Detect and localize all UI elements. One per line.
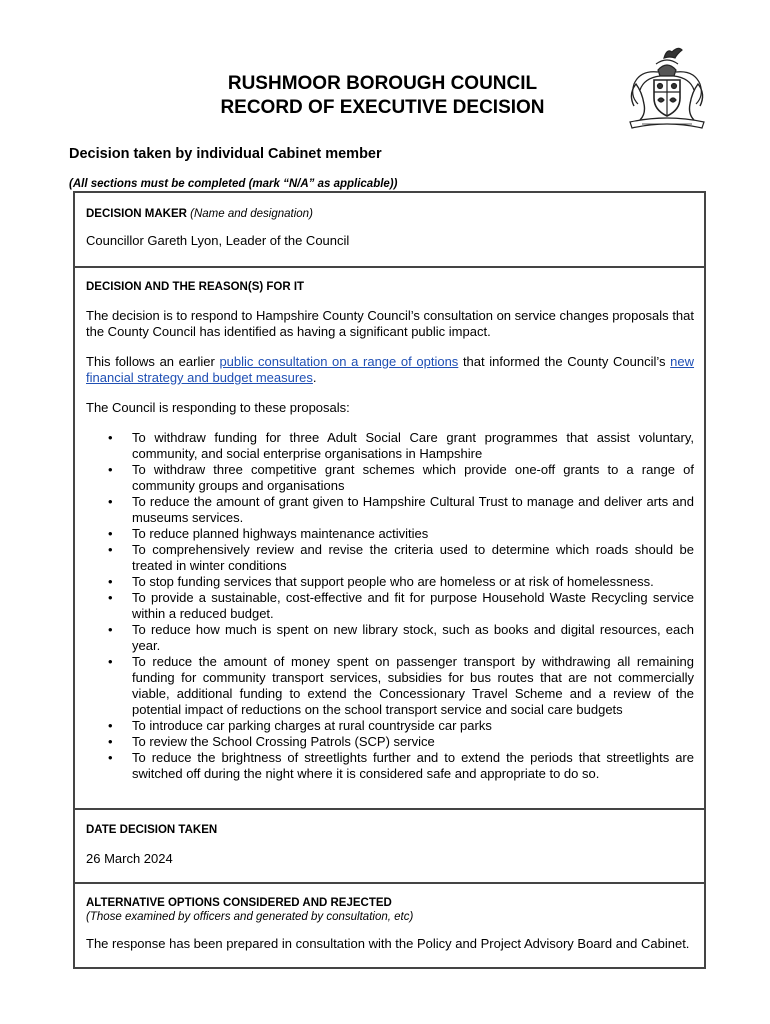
date-heading: DATE DECISION TAKEN	[86, 824, 218, 836]
page-title	[120, 72, 645, 120]
list-item: • To reduce the brightness of streetlights further and to extend the periods that streetlights are switched off during the night where it is considered safe and appropriate to do so.	[108, 750, 694, 781]
bullet-icon: •	[108, 622, 113, 637]
list-item: • To review the School Crossing Patrols (SCP) service	[108, 734, 435, 749]
list-item: • To introduce car parking charges at rural countryside car parks	[108, 718, 492, 733]
decision-maker-heading: DECISION MAKER (Name and designation)	[86, 208, 313, 220]
bullet-icon: •	[108, 574, 113, 589]
date-value: 26 March 2024	[86, 851, 173, 866]
alternatives-section	[75, 896, 704, 952]
list-item: • To withdraw three competitive grant schemes which provide one-off grants to a range of community groups and organisations	[108, 462, 694, 493]
decision-paragraph-1: The decision is to respond to Hampshire County Council’s consultation on service changes proposals that the County Council has identified as having a significant public impact.	[86, 308, 694, 339]
council-crest-icon	[620, 44, 714, 132]
bullet-icon: •	[108, 590, 113, 605]
section-divider	[75, 882, 704, 884]
list-item: • To reduce the amount of grant given to Hampshire Cultural Trust to manage and deliver arts and museums services.	[108, 494, 694, 525]
list-item: • To provide a sustainable, cost-effective and fit for purpose Household Waste Recycling service within a reduced budget.	[108, 590, 694, 621]
decision-paragraph-3: The Council is responding to these proposals:	[86, 400, 350, 415]
public-consultation-link[interactable]: public consultation on a range of options	[219, 354, 459, 369]
bullet-icon: •	[108, 750, 113, 765]
section-divider	[75, 808, 704, 810]
date-section	[75, 823, 704, 867]
decision-maker-hint: (Name and designation)	[190, 208, 313, 220]
alternatives-heading: ALTERNATIVE OPTIONS CONSIDERED AND REJECTED	[86, 897, 392, 909]
bullet-icon: •	[108, 462, 113, 477]
decision-maker-value: Councillor Gareth Lyon, Leader of the Council	[86, 233, 350, 248]
decision-maker-section	[75, 207, 704, 249]
bullet-icon: •	[108, 526, 113, 541]
list-item: • To reduce the amount of money spent on passenger transport by withdrawing all remaining funding for community transport services, subsidies for bus routes that are not commercially viable, additional funding to extend the Concessionary Travel Scheme and a review of the potential impact of reductions on the school transport service and social care budgets	[108, 654, 694, 717]
list-item: • To comprehensively review and revise the criteria used to determine which roads should be treated in winter conditions	[108, 542, 694, 573]
bullet-icon: •	[108, 542, 113, 557]
bullet-icon: •	[108, 494, 113, 509]
financial-strategy-link[interactable]: new financial strategy and budget measures	[86, 354, 695, 385]
decision-record-form	[73, 191, 706, 969]
bullet-icon: •	[108, 654, 113, 669]
subtitle: Decision taken by individual Cabinet member	[69, 146, 382, 162]
alternatives-hint: (Those examined by officers and generated by consultation, etc)	[86, 911, 414, 923]
list-item: • To reduce how much is spent on new library stock, such as books and digital resources, each year.	[108, 622, 694, 653]
bullet-icon: •	[108, 734, 113, 749]
list-item: • To stop funding services that support people who are homeless or at risk of homelessness.	[108, 574, 654, 589]
bullet-icon: •	[108, 718, 113, 733]
bullet-icon: •	[108, 430, 113, 445]
proposals-list	[86, 430, 694, 782]
title-line-2: RECORD OF EXECUTIVE DECISION	[220, 97, 545, 118]
instruction-note: (All sections must be completed (mark “N/A” as applicable))	[69, 178, 398, 190]
decision-section	[75, 280, 704, 782]
decision-paragraph-2: This follows an earlier public consultation on a range of options that informed the County Council’s new financial strategy and budget measures.	[86, 354, 695, 385]
decision-heading: DECISION AND THE REASON(S) FOR IT	[86, 281, 305, 293]
section-divider	[75, 266, 704, 268]
alternatives-value: The response has been prepared in consultation with the Policy and Project Advisory Board and Cabinet.	[86, 936, 690, 951]
title-line-1: RUSHMOOR BOROUGH COUNCIL	[227, 73, 538, 94]
list-item: • To withdraw funding for three Adult Social Care grant programmes that assist voluntary, community, and social enterprise organisations in Hampshire	[108, 430, 694, 461]
list-item: • To reduce planned highways maintenance activities	[108, 526, 429, 541]
